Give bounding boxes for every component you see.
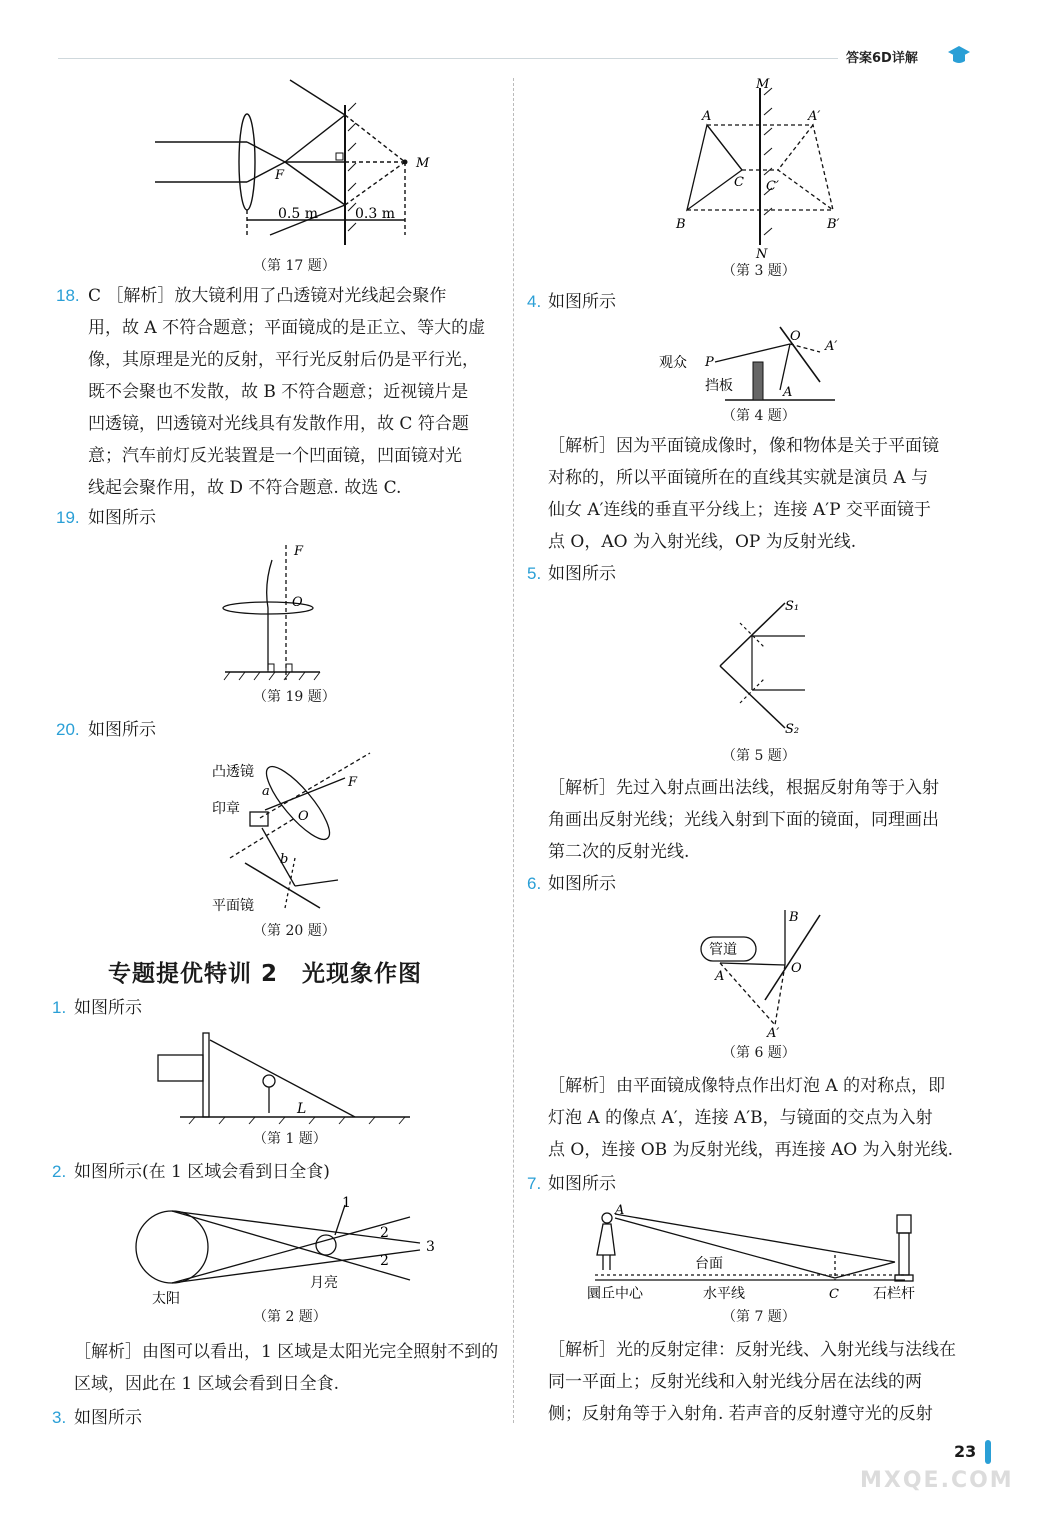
fig4-label-a2: A′: [825, 339, 838, 354]
figure-20: [210, 748, 390, 918]
fig5-label-s1: S₁: [785, 599, 800, 614]
fig20-caption: （第 20 题）: [253, 923, 336, 939]
q7-number: 7.: [527, 1174, 542, 1193]
watermark: MXQE.COM: [860, 1468, 1014, 1493]
fig7-label-a: A: [615, 1203, 625, 1218]
fig3-label-a: A: [702, 109, 712, 124]
fig17-label-f: F: [275, 168, 285, 183]
q18-line-6: 意；汽车前灯反光装置是一个凹面镜，凹面镜对光: [88, 446, 462, 466]
figure-1: [155, 1025, 415, 1125]
fig4-label-board: 挡板: [705, 378, 733, 394]
fig19-label-f: F: [294, 544, 304, 559]
q3-number: 3.: [52, 1408, 67, 1427]
fig2-label-moon: 月亮: [310, 1275, 338, 1291]
q1-text: 如图所示: [74, 998, 142, 1018]
q4-analysis-3: 仙女 A′连线的垂直平分线上；连接 A′P 交平面镜于: [548, 500, 931, 520]
q18-line-4: 既不会聚也不发散，故 B 不符合题意；近视镜片是: [88, 382, 469, 402]
fig17-dist1: 0.5 m: [278, 206, 318, 222]
q7-analysis-2: 同一平面上；反射光线和入射光线分居在法线的两: [548, 1372, 922, 1392]
q18-number: 18.: [56, 286, 80, 305]
section-title: 专题提优特训 2 光现象作图: [108, 961, 423, 987]
q18-line-3: 像，其原理是光的反射，平行光反射后仍是平行光，: [88, 350, 479, 370]
fig2-caption: （第 2 题）: [253, 1309, 327, 1325]
page-number: 23: [954, 1442, 977, 1461]
fig2-label-1: 1: [342, 1195, 351, 1211]
figure-19: [220, 540, 330, 685]
fig6-label-a: A: [715, 969, 725, 984]
fig2-label-sun: 太阳: [152, 1291, 180, 1307]
fig3-label-m: M: [756, 77, 770, 92]
figure-5: [710, 598, 830, 738]
q7-analysis-3: 侧；反射角等于入射角. 若声音的反射遵守光的反射: [548, 1404, 933, 1424]
graduation-cap-icon: [946, 42, 972, 68]
figure-7: [585, 1200, 945, 1305]
q18-line-5: 凹透镜，凹透镜对光线具有发散作用，故 C 符合题: [88, 414, 469, 434]
q7-text: 如图所示: [548, 1174, 616, 1194]
q6-analysis-1: ［解析］由平面镜成像特点作出灯泡 A 的对称点，即: [548, 1076, 946, 1096]
fig2-label-2a: 2: [380, 1225, 389, 1241]
fig6-caption: （第 6 题）: [722, 1045, 796, 1061]
fig7-caption: （第 7 题）: [722, 1309, 796, 1325]
fig4-label-o: O: [790, 329, 801, 344]
q4-analysis-4: 点 O，AO 为入射光线，OP 为反射光线.: [548, 532, 857, 552]
q19-text: 如图所示: [88, 508, 156, 528]
fig6-label-b: B: [789, 910, 799, 925]
fig20-label-f: F: [348, 775, 358, 790]
q7-analysis-1: ［解析］光的反射定律：反射光线、入射光线与法线在: [548, 1340, 956, 1360]
q18-line-2: 用，故 A 不符合题意；平面镜成的是正立、等大的虚: [88, 318, 486, 338]
q2-analysis-1: ［解析］由图可以看出，1 区域是太阳光完全照射不到的: [74, 1342, 499, 1362]
fig3-caption: （第 3 题）: [722, 263, 796, 279]
q4-analysis-2: 对称的，所以平面镜所在的直线其实就是演员 A 与: [548, 468, 929, 488]
fig3-label-c: C: [734, 175, 744, 190]
figure-6: [695, 905, 835, 1040]
q1-number: 1.: [52, 998, 67, 1017]
fig20-label-lens: 凸透镜: [212, 764, 254, 780]
header-rule: [58, 58, 838, 59]
q4-text: 如图所示: [548, 292, 616, 312]
fig7-label-rail: 石栏杆: [873, 1286, 915, 1302]
fig6-label-pipe: 管道: [709, 942, 737, 958]
q3-text: 如图所示: [74, 1408, 142, 1428]
fig4-caption: （第 4 题）: [722, 408, 796, 424]
fig3-label-n: N: [756, 247, 768, 262]
q2-number: 2.: [52, 1162, 67, 1181]
fig20-label-mirror: 平面镜: [212, 898, 254, 914]
fig5-caption: （第 5 题）: [722, 748, 796, 764]
fig3-label-c2: C′: [766, 179, 779, 194]
q5-analysis-2: 角画出反射光线；光线入射到下面的镜面，同理画出: [548, 810, 939, 830]
q5-analysis-3: 第二次的反射光线.: [548, 842, 690, 862]
q2-text: 如图所示(在 1 区域会看到日全食): [74, 1162, 330, 1182]
column-divider: [513, 78, 514, 1423]
q5-analysis-1: ［解析］先过入射点画出法线，根据反射角等于入射: [548, 778, 939, 798]
q5-text: 如图所示: [548, 564, 616, 584]
page-number-bar: [985, 1440, 991, 1464]
fig6-label-a2: A′: [767, 1026, 780, 1041]
header-title: 答案6D详解: [846, 51, 918, 66]
q2-analysis-2: 区域，因此在 1 区域会看到日全食.: [74, 1374, 340, 1394]
fig4-label-p: P: [705, 355, 714, 370]
q18-line-7: 线起会聚作用，故 D 不符合题意. 故选 C.: [88, 478, 402, 498]
fig20-label-o: O: [298, 809, 309, 824]
fig20-label-seal: 印章: [212, 801, 240, 817]
fig17-caption: （第 17 题）: [253, 258, 336, 274]
fig7-label-center: 圜丘中心: [587, 1286, 643, 1302]
fig19-caption: （第 19 题）: [253, 689, 336, 705]
fig17-label-m: M: [416, 156, 430, 171]
figure-4: [655, 322, 845, 407]
fig19-label-o: O: [292, 595, 303, 610]
q4-number: 4.: [527, 292, 542, 311]
q6-text: 如图所示: [548, 874, 616, 894]
fig3-label-b: B: [676, 217, 686, 232]
fig1-caption: （第 1 题）: [253, 1131, 327, 1147]
figure-2: [130, 1195, 440, 1305]
fig3-label-b2: B′: [827, 217, 840, 232]
figure-17: [150, 75, 440, 250]
fig5-label-s2: S₂: [785, 722, 800, 737]
fig2-label-2b: 2: [380, 1253, 389, 1269]
fig3-label-a2: A′: [808, 109, 821, 124]
fig20-label-b: b: [280, 852, 289, 867]
fig2-label-3: 3: [426, 1239, 435, 1255]
fig7-label-level: 水平线: [703, 1286, 745, 1302]
fig20-label-a: a: [262, 784, 270, 799]
q20-number: 20.: [56, 720, 80, 739]
q4-analysis-1: ［解析］因为平面镜成像时，像和物体是关于平面镜: [548, 436, 939, 456]
q20-text: 如图所示: [88, 720, 156, 740]
q5-number: 5.: [527, 564, 542, 583]
q18-line-1: C ［解析］放大镜利用了凸透镜对光线起会聚作: [88, 286, 447, 306]
fig4-label-audience: 观众: [659, 355, 687, 371]
q6-number: 6.: [527, 874, 542, 893]
q6-analysis-3: 点 O，连接 OB 为反射光线，再连接 AO 为入射光线.: [548, 1140, 954, 1160]
fig4-label-a: A: [783, 385, 793, 400]
fig6-label-o: O: [791, 961, 802, 976]
fig7-label-c: C: [829, 1287, 839, 1302]
q6-analysis-2: 灯泡 A 的像点 A′，连接 A′B，与镜面的交点为入射: [548, 1108, 933, 1128]
fig17-dist2: 0.3 m: [355, 206, 395, 222]
figure-3: [672, 77, 852, 262]
fig7-label-table: 台面: [695, 1256, 723, 1272]
q19-number: 19.: [56, 508, 80, 527]
fig1-label-l: L: [297, 1101, 307, 1117]
